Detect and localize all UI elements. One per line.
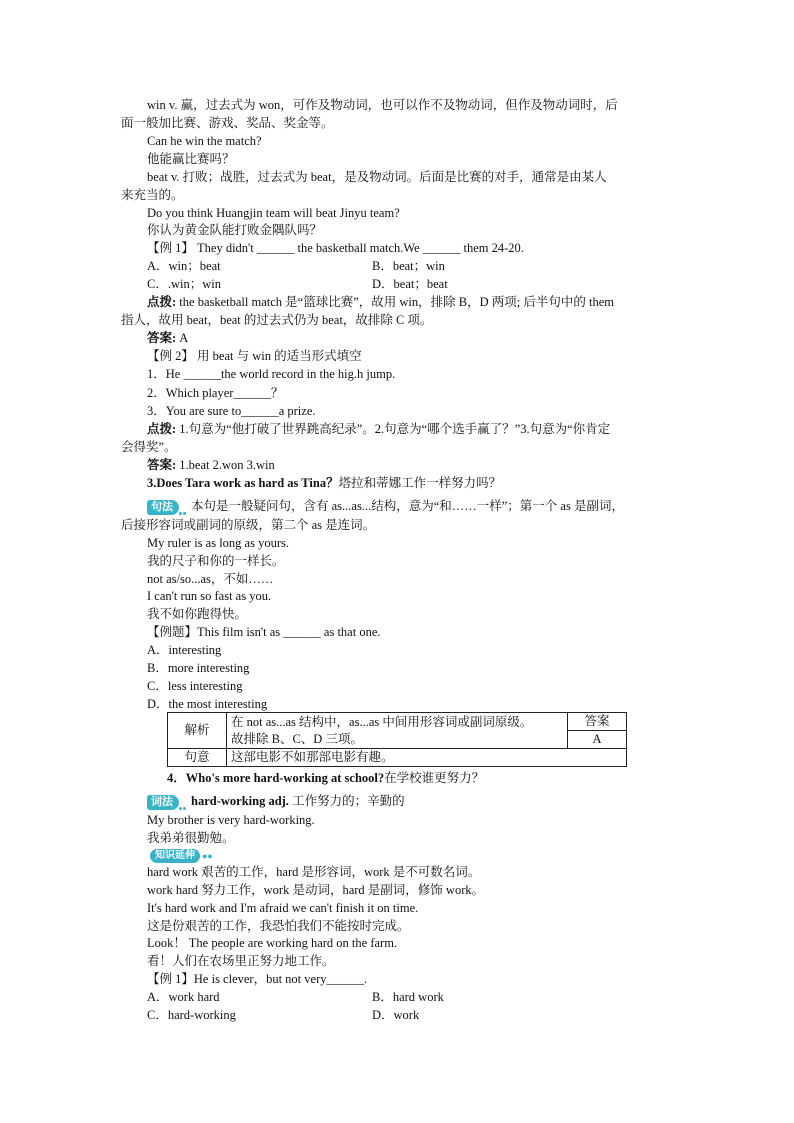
option-c: C．less interesting (147, 679, 243, 693)
text-line: It's hard work and I'm afraid we can't finish it on time. (147, 901, 419, 915)
text-line: 你认为黄金队能打败金隅队吗？ (147, 223, 323, 237)
word-term: hard-working adj. (191, 794, 289, 808)
option-d: D．work (372, 1008, 420, 1022)
meaning-header: 句意 (168, 749, 227, 767)
example-cn: 我弟弟很勤勉。 (147, 831, 235, 845)
answer-table (167, 712, 627, 767)
analysis-text: 故排除 B、C、D 三项。 (231, 731, 363, 746)
exercise-label: 【例 1】 (147, 972, 194, 986)
example-question: They didn't ______ the basketball match.We ______ them 24-20. (193, 241, 524, 255)
option-a: A．work hard (147, 990, 220, 1004)
option-b: B．more interesting (147, 661, 250, 675)
section-title (147, 474, 501, 492)
text-line: beat v. 打败；战胜，过去式为 beat，是及物动词。后面是比赛的对手，通常是由某人 (147, 170, 607, 184)
exercise (147, 623, 381, 641)
explanation-line (147, 497, 624, 515)
syntax-tag (147, 500, 179, 515)
explanation-text: 本句是一般疑问句，含有 as...as...结构，意为“和……一样”；第一个 as 是副词， (191, 499, 624, 513)
text-line: 他能赢比赛吗？ (147, 152, 235, 166)
word-definition: 工作努力的；辛勤的 (288, 794, 405, 808)
exercise-label: 【例题】 (147, 625, 198, 639)
answer-header: 答案 (568, 713, 627, 731)
option-d: D．the most interesting (147, 697, 268, 711)
example-en: My brother is very hard-working. (147, 813, 315, 827)
text-line: Look！ The people are working hard on the farm. (147, 936, 398, 950)
answer-label: 答案: (147, 458, 177, 472)
option-c: C．hard-working (147, 1008, 236, 1022)
example-en: I can't run so fast as you. (147, 589, 272, 603)
text-line: work hard 努力工作，work 是动词，hard 是副词，修饰 work。 (147, 883, 485, 897)
text-line: 来充当的。 (121, 188, 184, 202)
question-3: 3．You are sure to______a prize. (147, 404, 316, 418)
example-cn: 我不如你跑得快。 (147, 607, 248, 621)
section-title-en: 4．Who's more hard-working at school? (167, 771, 385, 785)
answer-text: 1.beat 2.won 3.win (176, 458, 275, 472)
example-title: 用 beat 与 win 的适当形式填空 (193, 349, 362, 363)
tip-line: 会得奖”。 (121, 440, 177, 454)
tip-text: the basketball match 是“篮球比赛”，故用 win，排除 B，D 两项; 后半句中的 them (176, 295, 614, 309)
text-line: 看！人们在农场里正努力地工作。 (147, 954, 335, 968)
option-d: D．beat；beat (372, 277, 448, 291)
tip-text: 1.句意为“他打破了世界跳高纪录”。2.句意为“哪个选手赢了？”3.句意为“你肯定 (176, 422, 611, 436)
tag-label: 词法 (151, 795, 173, 808)
text-line: Do you think Huangjin team will beat Jinyu team? (147, 206, 400, 220)
analysis-header: 解析 (168, 713, 227, 749)
answer-cell: A (568, 731, 627, 749)
tip-line (147, 293, 614, 311)
tip-label: 点拨: (147, 422, 177, 436)
example-label: 【例 2】 (147, 349, 194, 363)
text-line: 面一般加比赛、游戏、奖品、奖金等。 (121, 116, 334, 130)
analysis-cell (227, 713, 568, 749)
question-1: 1．He ______the world record in the hig.h jump. (147, 367, 396, 381)
tag-dots-icon: ●● (202, 851, 213, 861)
section-title-cn: 塔拉和蒂娜工作一样努力吗？ (338, 476, 502, 490)
meaning-cell: 这部电影不如那部电影有趣。 (227, 749, 627, 767)
answer-label: 答案: (147, 331, 177, 345)
exercise (147, 970, 367, 988)
option-b: B．beat；win (372, 259, 445, 273)
exercise-question: He is clever，but not very______. (193, 972, 368, 986)
tag-label: 句法 (151, 500, 173, 513)
section-title-en: 3.Does Tara work as hard as Tina？ (147, 476, 339, 490)
answer-text: A (176, 331, 189, 345)
section-title-cn: 在学校谁更努力？ (384, 771, 485, 785)
text-line: 这是份艰苦的工作，我恐怕我们不能按时完成。 (147, 919, 410, 933)
tip-label: 点拨: (147, 295, 177, 309)
option-a: A．win；beat (147, 259, 221, 273)
question-2: 2．Which player______？ (147, 386, 284, 400)
option-b: B．hard work (372, 990, 444, 1004)
text-line: win v. 赢，过去式为 won，可作及物动词，也可以作不及物动词，但作及物动词时，后 (147, 98, 618, 112)
example-en: My ruler is as long as yours. (147, 536, 289, 550)
answer-line (147, 329, 188, 347)
option-a: A．interesting (147, 643, 222, 657)
knowledge-extension-tag: 知识延伸 (150, 849, 200, 863)
tip-line: 指人，故用 beat，beat 的过去式仍为 beat，故排除 C 项。 (121, 313, 433, 327)
text-line: Can he win the match? (147, 134, 262, 148)
exercise-question: This film isn't as ______ as that one. (197, 625, 381, 639)
word-line (147, 792, 405, 810)
explanation-line: 后接形容词或副词的原级，第二个 as 是连词。 (121, 518, 376, 532)
section-title (167, 769, 484, 787)
analysis-text: 在 not as...as 结构中，as...as 中间用形容词或副词原级。 (231, 714, 533, 729)
tip-line (147, 420, 610, 438)
answer-line (147, 456, 275, 474)
phrase: not as/so...as，不如…… (147, 572, 274, 586)
example-cn: 我的尺子和你的一样长。 (147, 554, 285, 568)
example-label: 【例 1】 (147, 241, 194, 255)
text-line: hard work 艰苦的工作，hard 是形容词，work 是不可数名词。 (147, 865, 481, 879)
option-c: C．.win；win (147, 277, 221, 291)
morphology-tag (147, 795, 179, 810)
example-2 (147, 347, 362, 365)
example-1 (147, 239, 524, 257)
